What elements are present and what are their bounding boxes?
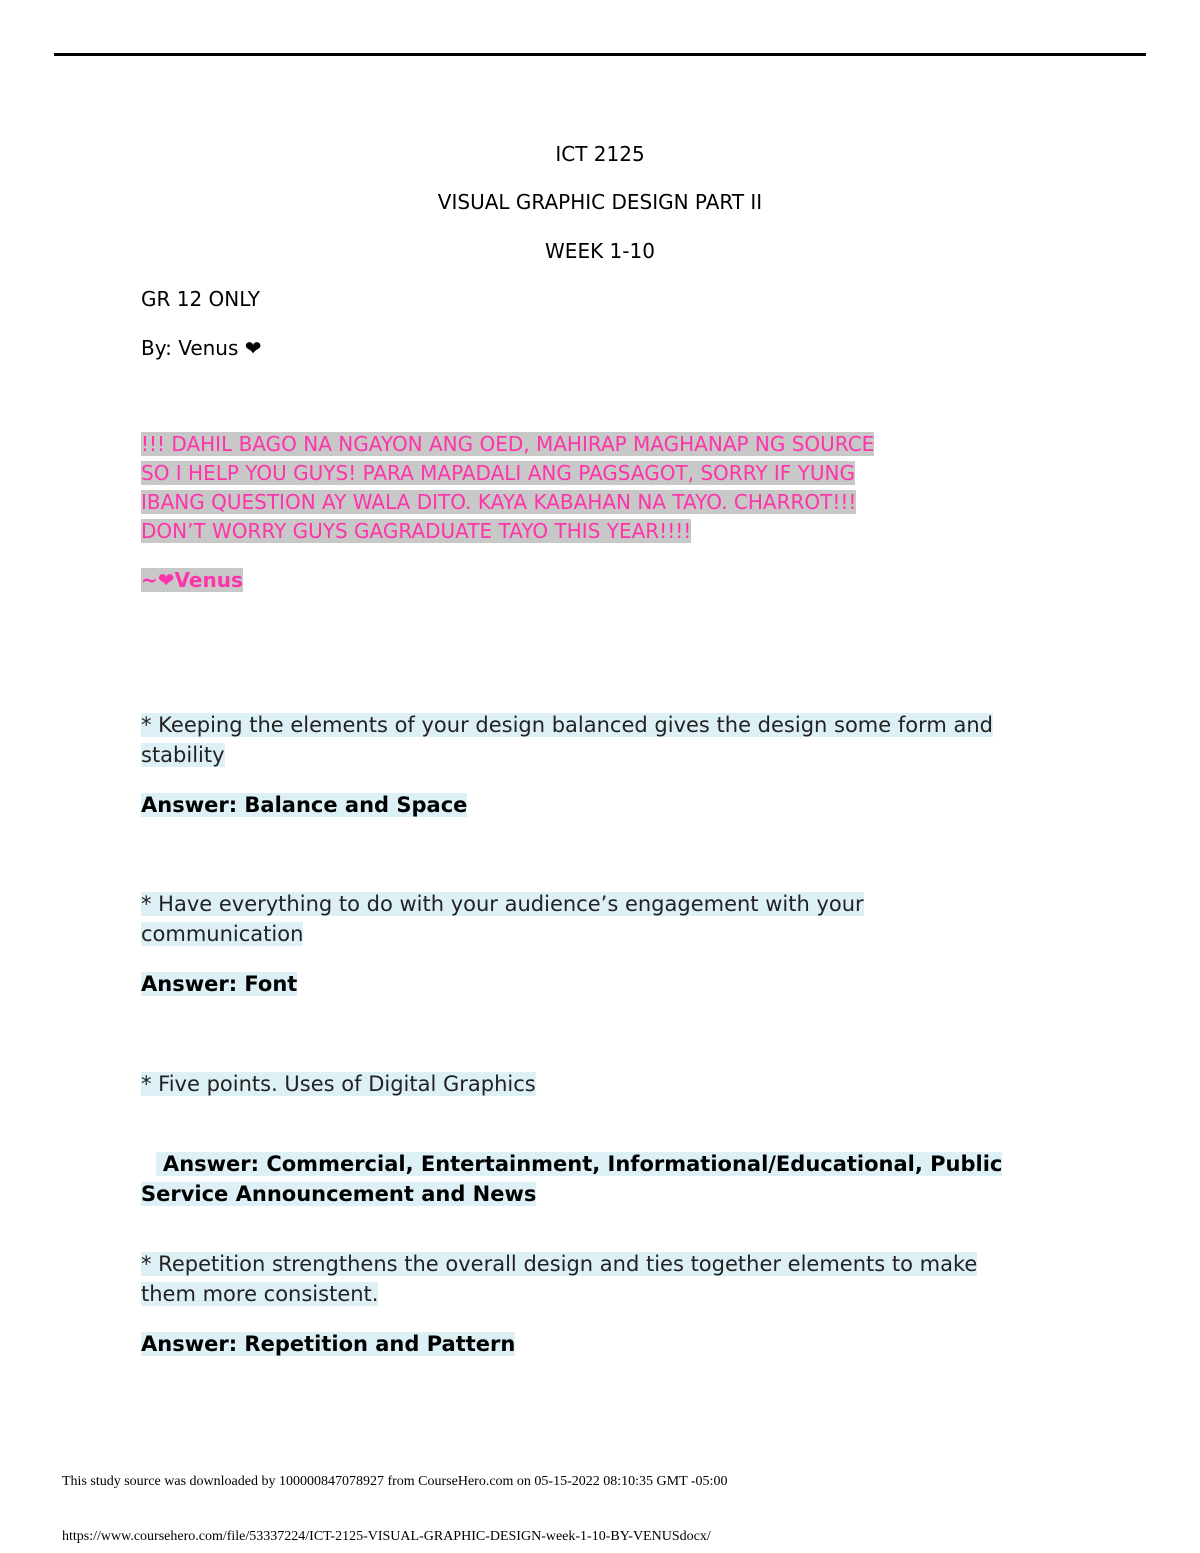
- answer-1: [141, 790, 467, 820]
- author-label: By: Venus ❤: [141, 336, 262, 360]
- question-2: [141, 889, 1071, 949]
- question-text: * Keeping the elements of your design balanced gives the design some form and: [141, 713, 993, 737]
- author-note: [141, 430, 1041, 546]
- question-3: [141, 1069, 1071, 1099]
- note-signature: [141, 566, 243, 594]
- download-notice: This study source was downloaded by 100000847078927 from CourseHero.com on 05-15-2022 08:10:35 GMT -05:00: [62, 1474, 728, 1489]
- answer-3: [141, 1119, 1002, 1209]
- subject-title: VISUAL GRAPHIC DESIGN PART II: [437, 190, 763, 214]
- answer-text: Answer: Balance and Space: [141, 793, 468, 817]
- note-line: !!! DAHIL BAGO NA NGAYON ANG OED, MAHIRAP MAGHANAP NG SOURCE: [141, 432, 875, 456]
- question-text: * Repetition strengthens the overall design and ties together elements to make: [141, 1252, 978, 1276]
- top-rule: [54, 53, 1146, 56]
- note-line: SO I HELP YOU GUYS! PARA MAPADALI ANG PAGSAGOT, SORRY IF YUNG: [141, 461, 855, 485]
- question-text: * Five points. Uses of Digital Graphics: [141, 1072, 536, 1096]
- answer-text: Answer: Font: [141, 972, 298, 996]
- note-line: DON’T WORRY GUYS GAGRADUATE TAYO THIS YEAR!!!!: [141, 519, 692, 543]
- answer-text: Answer: Commercial, Entertainment, Informational/Educational, Public: [155, 1152, 1003, 1176]
- answer-text: Service Announcement and News: [141, 1182, 537, 1206]
- question-4: [141, 1249, 1071, 1309]
- question-text: them more consistent.: [141, 1282, 379, 1306]
- question-text: * Have everything to do with your audience’s engagement with your: [141, 892, 864, 916]
- week-range: WEEK 1-10: [545, 239, 655, 263]
- grade-label: GR 12 ONLY: [141, 287, 260, 311]
- source-url[interactable]: https://www.coursehero.com/file/53337224/ICT-2125-VISUAL-GRAPHIC-DESIGN-week-1-10-BY-VENUSdocx/: [62, 1529, 711, 1544]
- answer-text: Answer: Repetition and Pattern: [141, 1332, 516, 1356]
- answer-2: [141, 969, 297, 999]
- answer-4: [141, 1329, 515, 1359]
- question-text: stability: [141, 743, 225, 767]
- note-line: IBANG QUESTION AY WALA DITO. KAYA KABAHAN NA TAYO. CHARROT!!!: [141, 490, 857, 514]
- signature-text: ~❤Venus: [141, 568, 243, 592]
- question-1: [141, 710, 1071, 770]
- course-code: ICT 2125: [555, 142, 645, 166]
- question-text: communication: [141, 922, 304, 946]
